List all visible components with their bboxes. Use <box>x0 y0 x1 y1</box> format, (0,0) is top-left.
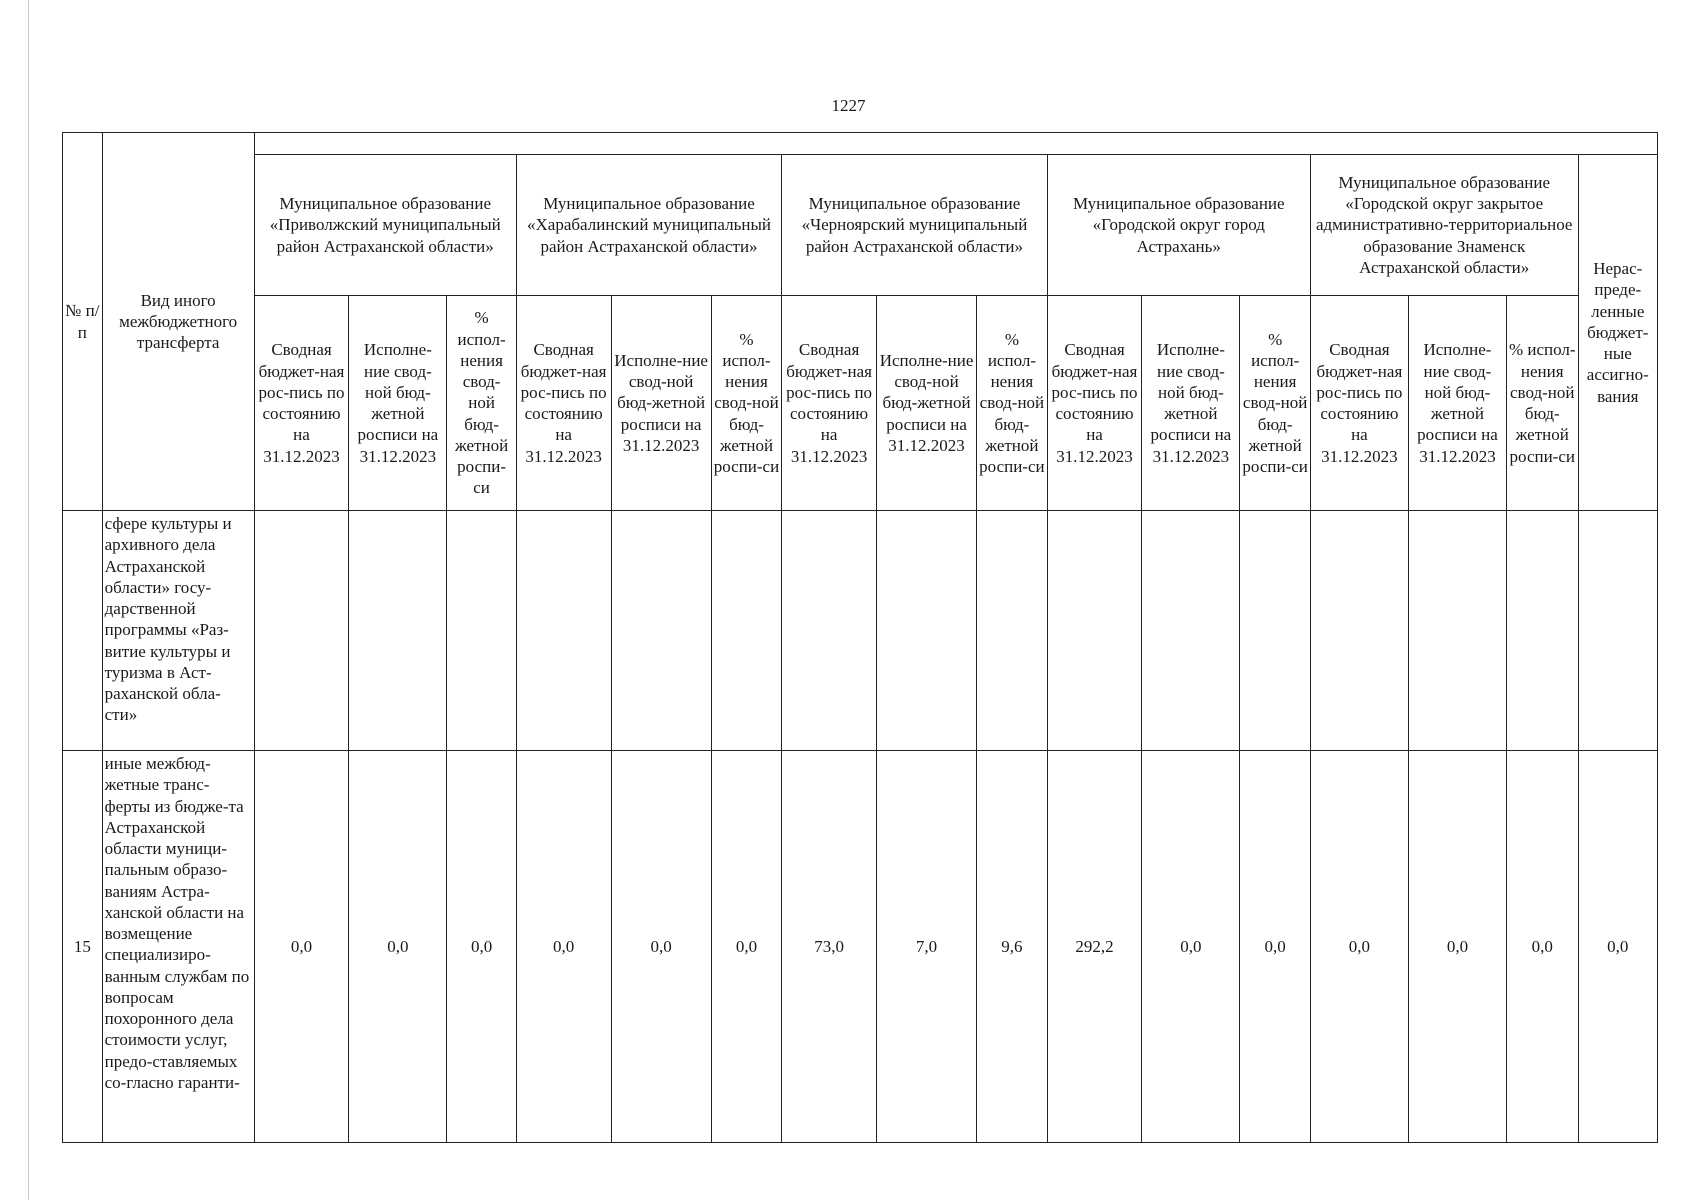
value-cell: 0,0 <box>1240 751 1310 1143</box>
header-municipality-5: Муниципальное образование «Городской округ закрытое административно-территориальное образование Знаменск Астраханской области» <box>1310 155 1578 296</box>
header-percent-4: % испол-нения свод-ной бюд-жетной роспи-си <box>1240 296 1310 511</box>
value-cell: 0,0 <box>611 751 711 1143</box>
value-cell <box>711 511 781 751</box>
table-row <box>63 751 1658 1143</box>
header-municipality-2: Муниципальное образование «Харабалинский муниципальный район Астраханской области» <box>516 155 781 296</box>
header-subcolumn-row <box>63 296 1658 511</box>
value-cell: 0,0 <box>447 751 516 1143</box>
header-percent-3: % испол-нения свод-ной бюд-жетной роспи-си <box>977 296 1047 511</box>
header-budget-list-3: Сводная бюджет-ная рос-пись по состоянию на 31.12.2023 <box>782 296 877 511</box>
value-cell <box>447 511 516 751</box>
row-number <box>63 511 103 751</box>
value-cell <box>516 511 611 751</box>
value-cell: 73,0 <box>782 751 877 1143</box>
header-execution-1: Исполне-ние свод-ной бюд-жетной росписи на 31.12.2023 <box>349 296 447 511</box>
header-percent-5: % испол-нения свод-ной бюд-жетной роспи-си <box>1506 296 1578 511</box>
table-row <box>63 511 1658 751</box>
value-cell: 9,6 <box>977 751 1047 1143</box>
unallocated-cell: 0,0 <box>1578 751 1657 1143</box>
header-percent-2: % испол-нения свод-ной бюд-жетной роспи-си <box>711 296 781 511</box>
header-municipality-4: Муниципальное образование «Городской округ город Астрахань» <box>1047 155 1310 296</box>
value-cell: 0,0 <box>1408 751 1506 1143</box>
header-municipality-row <box>63 155 1658 296</box>
header-execution-4: Исполне-ние свод-ной бюд-жетной росписи на 31.12.2023 <box>1142 296 1240 511</box>
header-blank-band <box>254 133 1657 155</box>
header-municipality-1: Муниципальное образование «Приволжский муниципальный район Астраханской области» <box>254 155 516 296</box>
header-row-number: № п/п <box>63 133 103 511</box>
value-cell <box>1240 511 1310 751</box>
value-cell: 0,0 <box>254 751 349 1143</box>
transfers-table <box>62 132 1658 1143</box>
header-transfer-type: Вид иного межбюджетного трансферта <box>102 133 254 511</box>
value-cell <box>1047 511 1142 751</box>
value-cell <box>1142 511 1240 751</box>
row-transfer-type: иные межбюд-жетные транс-ферты из бюдже-та Астраханской области муници-пальным образо-ваниям Астра-ханской области на возмещение специализиро-ванным службам по вопросам похоронного дела стоимости услуг, предо-ставляемых со-гласно гаранти- <box>102 751 254 1143</box>
header-execution-3: Исполне-ние свод-ной бюд-жетной росписи на 31.12.2023 <box>876 296 976 511</box>
header-unallocated: Нерас-преде-ленные бюджет-ные ассигно-вания <box>1578 155 1657 511</box>
value-cell: 0,0 <box>1506 751 1578 1143</box>
header-budget-list-2: Сводная бюджет-ная рос-пись по состоянию на 31.12.2023 <box>516 296 611 511</box>
row-transfer-type: сфере культуры и архивного дела Астраханской области» госу-дарственной программы «Раз-витие культуры и туризма в Аст-раханской обла-сти» <box>102 511 254 751</box>
value-cell <box>782 511 877 751</box>
header-budget-list-1: Сводная бюджет-ная рос-пись по состоянию на 31.12.2023 <box>254 296 349 511</box>
value-cell <box>1506 511 1578 751</box>
value-cell: 0,0 <box>1142 751 1240 1143</box>
header-execution-2: Исполне-ние свод-ной бюд-жетной росписи на 31.12.2023 <box>611 296 711 511</box>
value-cell <box>977 511 1047 751</box>
value-cell <box>254 511 349 751</box>
value-cell <box>876 511 976 751</box>
page-number: 1227 <box>831 96 866 115</box>
value-cell <box>1310 511 1408 751</box>
value-cell: 0,0 <box>1310 751 1408 1143</box>
value-cell: 0,0 <box>711 751 781 1143</box>
header-top-row <box>63 133 1658 155</box>
header-budget-list-4: Сводная бюджет-ная рос-пись по состоянию на 31.12.2023 <box>1047 296 1142 511</box>
header-municipality-3: Муниципальное образование «Черноярский муниципальный район Астраханской области» <box>782 155 1047 296</box>
value-cell <box>1408 511 1506 751</box>
row-number: 15 <box>63 751 103 1143</box>
value-cell: 292,2 <box>1047 751 1142 1143</box>
value-cell <box>611 511 711 751</box>
header-budget-list-5: Сводная бюджет-ная рос-пись по состоянию на 31.12.2023 <box>1310 296 1408 511</box>
unallocated-cell <box>1578 511 1657 751</box>
page-margin-line <box>28 0 29 1200</box>
value-cell: 7,0 <box>876 751 976 1143</box>
header-percent-1: % испол-нения свод-ной бюд-жетной роспи-си <box>447 296 516 511</box>
value-cell: 0,0 <box>349 751 447 1143</box>
header-execution-5: Исполне-ние свод-ной бюд-жетной росписи на 31.12.2023 <box>1408 296 1506 511</box>
value-cell <box>349 511 447 751</box>
value-cell: 0,0 <box>516 751 611 1143</box>
